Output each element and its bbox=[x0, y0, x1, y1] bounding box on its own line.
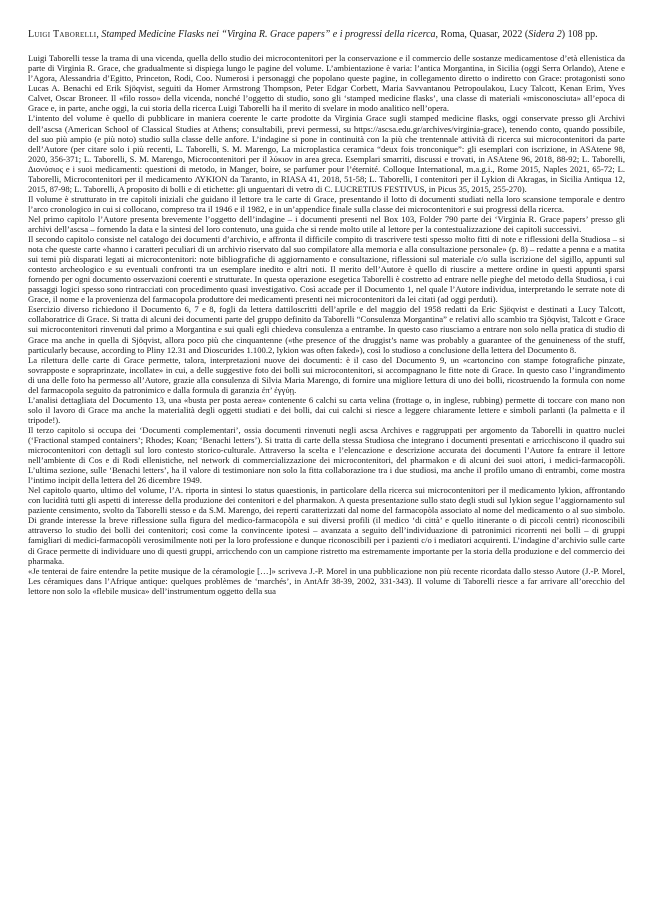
header-title: Stamped Medicine Flasks nei “Virgina R. Grace papers” e i progressi della ricerca bbox=[101, 29, 436, 40]
paragraph: Nel primo capitolo l’Autore presenta brevemente l’oggetto dell’indagine – i documenti presenti nel Box 103, Folder 790 parte dei ‘Virginia R. Grace papers’ presso gli archivi dell’ascsa – fornendo la data e la sintesi del loro contenuto, una guida che si rende molto utile al lettore per la contestualizzazione dei capitoli successivi. bbox=[28, 213, 625, 234]
header-pages: ) 108 pp. bbox=[561, 29, 598, 40]
paragraph: Luigi Taborelli tesse la trama di una vicenda, quella dello studio dei microcontenitori per la conservazione e il commercio delle sostanze medicamentose d’età ellenistica da parte di Virginia R. Grace, che gradualmente si dispiega lungo le pagine del volume. L’ambientazione è varia: l’antica Morgantina, in Sicilia (oggi Serra Orlando), Atene e l’Agora, Alessandria d’Egitto, Princeton, Rodi, Coo. Numerosi i personaggi che popolano queste pagine, in collegamento diretto o indiretto con Grace: protagonisti sono Lucas A. Benachi ed Erik Sjöqvist, seguiti da Homer Armstrong Thompson, Peter Edgar Corbett, Maria Savvantanou Petropoulakou, Lucy Talcott, Kenan Erim, Yves Calvet, Oscar Broneer. Il «filo rosso» della vicenda, nonché l’oggetto di studio, sono gli ‘stamped medicine flasks’, una classe di materiali «misconosciuta» all’epoca di Grace e, in parte, anche oggi, la cui storia della ricerca Luigi Taborelli ha il merito di svelare in modo analitico nell’opera. bbox=[28, 53, 625, 114]
paragraph: La rilettura delle carte di Grace permette, talora, interpretazioni nuove dei documenti: è il caso del Documento 9, un «cartoncino con stampe fotografiche pinzate, sovrapposte e sopraprinzate, incollate» in cui, a delle suggestive foto dei bolli sui microcontenitori, si accompagnano le fitte note di Grace. In questo caso l’ingrandimento di una delle foto ha permesso all’Autore, grazie alla consulenza di Silvia Maria Marengo, di fornire una migliore lettura di uno dei bolli, ricostruendo la formula con nome del farmacopola seguito da patronimico e dalla formula di garanzia ἐπ’ ἐγγύῃ. bbox=[28, 354, 625, 395]
header-publisher: , Roma, Quasar, 2022 ( bbox=[435, 29, 529, 40]
paragraph: Il terzo capitolo si occupa dei ‘Documenti complementari’, ossia documenti rinvenuti negli ascsa Archives e raggruppati per argomento da Taborelli in quattro nuclei (‘Fractional stamped containers’; Rhodes; Koan; ‘Benachi letters’). Si tratta di carte della stessa Studiosa che integrano i documenti presentati e arricchiscono il quadro sui microcontenitori con dettagli sul loro contesto storico-culturale. Attraverso la scelta e l’elencazione e descrizione accurata dei documenti l’Autore fa entrare il lettore nell’ambiente di Cos e di Rodi ellenistiche, nel network di commercializzazione dei microcontenitori, del pharmakon e di alcuni dei suoi attori, i medici-farmacopòli. L’ultima sezione, sulle ‘Benachi letters’, ha il valore di testimoniare non solo la fitta collaborazione tra i due studiosi, ma anche il profilo umano di entrambi, come mostra l’intimo incipit della lettera del 26 dicembre 1949. bbox=[28, 424, 625, 486]
paragraph: Il secondo capitolo consiste nel catalogo dei documenti d’archivio, e affronta il difficile compito di trascrivere testi spesso molto fitti di note e riflessioni della Studiosa – si nota che queste carte «hanno i caratteri peculiari di un archivio riservato dal suo compilatore alla memoria e alla consultazione personale» (p. 8) – redatte a penna e a matita sui temi più disparati legati ai microcontenitori: note bibliografiche di aggiornamento e consultazione, riflessioni sul materiale c/o sulla iscrizione del sigillo, appunti sul contesto archeologico e su eventuali confronti tra un esemplare inedito e altri noti. Il merito dell’Autore è quello di riuscire a mettere ordine in questi appunti sparsi fornendo per ogni documento osservazioni coerenti e strutturate. In questa operazione esegetica Taborelli è costretto ad entrare nelle pieghe del metodo della Studiosa, i cui passaggi logici spesso sono rintracciati con procedimento quasi investigativo. Così accade per il Documento 1, nel quale l’Autore individua, interpretando le serrate note di Grace, il nome e la provenienza del farmacopola produttore dei medicamenti presenti nei microcontenitori da lei citati (ad oggi perduti). bbox=[28, 234, 625, 305]
paragraph: Esercizio diverso richiedono il Documento 6, 7 e 8, fogli da lettera dattiloscritti dell’aprile e del maggio del 1958 redatti da Eric Sjöqvist e destinati a Lucy Talcott, collaboratrice di Grace. Si tratta di alcuni dei documenti parte del gruppo definito da Taborelli “Consulenza Morgantina” e relativi allo scambio tra Sjöqvist, Talcott e Grace sui microcontenitori rinvenuti dal primo a Morgantina e sui quali egli chiedeva consulenza a entrambe. In questo caso riusciamo a entrare non solo nella pratica di studio di Grace ma anche in quella di Sjöqvist, allora poco più che cinquantenne («the presence of the druggist’s name was probably a guarantee of the genuineness of the stuff, particularly because, according to Pliny 12.31 and Dioscurides 1.100.2, lykion was often faked»), così lo studioso a conclusione della lettera del Documento 8. bbox=[28, 304, 625, 355]
header-author: Luigi Taborelli bbox=[28, 29, 97, 40]
header-series: Sidera 2 bbox=[528, 29, 562, 40]
paragraph: L’analisi dettagliata del Documento 13, una «busta per posta aerea» contenente 6 calchi su carta velina (frottage o, in inglese, rubbing) permette di toccare con mano non solo il lavoro di Grace ma anche la materialità degli oggetti studiati e dei bolli, dai cui calchi si riesce a leggere chiaramente lettere e simboli parlanti (la palmetta e il tripode!). bbox=[28, 394, 625, 425]
paragraph: L’intento del volume è quello di pubblicare in maniera coerente le carte prodotte da Virginia Grace sugli stamped medicine flasks, oggi conservate presso gli Archivi dell’ascsa (American School of Classical Studies at Athens; consultabili, previ permessi, su https://ascsa.edu.gr/archives/virginia-grace), tenendo conto, quando possibile, del suo più ampio (e più noto) studio sulla classe delle anfore. L’indagine si pone in continuità con la più che trentennale attività di ricerca sui microcontenitori da parte dell’Autore (per citare solo i più recenti, L. Taborelli, S. M. Marengo, La microplastica ceramica “deux fois tronconique”: gli esemplari con iscrizione, in ASAtene 98, 2020, 356-371; L. Taborelli, S. M. Marengo, Microcontenitori per il λύκιον in area greca. Esemplari smarriti, discussi e trovati, in ASAtene 96, 2018, 88-92; L. Taborelli, Διονύσιος e i suoi medicamenti: questioni di metodo, in Manger, boire, se parfumer pour l’éternité. Colloque International, m.a.g.i., Rome 2015, Naples 2021, 65-72; L. Taborelli, Microcontenitori per il medicamento ΛΥΚΙΟΝ da Taranto, in RIASA 41, 2018, 51-58; L. Taborelli, I contenitori per il Lykion di Akragas, in Sicilia Antiqua 12, 2015, 87-98; L. Taborelli, A proposito di bolli e di etichette: gli unguentari di vetro di C. LUCRETIUS FESTIVUS, in Picus 35, 2015, 255-270). bbox=[28, 113, 625, 194]
review-header: Luigi Taborelli, Stamped Medicine Flasks nei “Virgina R. Grace papers” e i progressi della ricerca, Roma, Quasar, 2022 (Sidera 2) 108 pp. bbox=[28, 29, 598, 40]
paragraph: Nel capitolo quarto, ultimo del volume, l’A. riporta in sintesi lo status quaestionis, in particolare della ricerca sui microcontenitori per il medicamento lykion, affrontando con lucidità tutti gli aspetti di interesse della produzione dei contenitori e del pharmakon. A questa presentazione sullo stato degli studi sul lykion segue l’aggiornamento sul paziente censimento, svolto da Taborelli stesso e da S.M. Marengo, dei reperti caratterizzati dal nome del farmacopòla associato al nome del medicamento o al suo simbolo. Di grande interesse la breve riflessione sulla figura del medico-farmacopòla e sui diversi profili (il medico ‘di città’ e quello itinerante o di piccoli centri) riconoscibili attraverso lo studio dei bolli dei contenitori; così come la convincente ipotesi – avanzata a seguito dell’individuazione di patronimici ricorrenti nei bolli – di gruppi famigliari di medici-farmacopòli verosimilmente noti per la loro professione e dunque riconoscibili per i pazienti c/o i mediatori acquirenti. L’indagine d’archivio sulle carte di Grace permette di individuare uno di questi gruppi, arricchendo con un campione ristretto ma estremamente importante per la storia della produzione e del commercio dei pharmaka. bbox=[28, 485, 625, 566]
paragraph: «Je tenterai de faire entendre la petite musique de la céramologie […]» scriveva J.-P. Morel in una pubblicazione non più recente ricordata dallo stesso Autore (J.-P. Morel, Les céramiques dans l’Afrique antique: quelques problèmes de ‘marchés’, in AntAfr 38-39, 2002, 331-343). Il volume di Taborelli riesce a far arrivare all’orecchio del lettore non solo la «flebile musica» dell’instrumentum oggetto della sua bbox=[28, 565, 625, 596]
review-body bbox=[28, 53, 625, 596]
paragraph: Il volume è strutturato in tre capitoli iniziali che guidano il lettore tra le carte di Grace, presentando il lotto di documenti studiati nella loro scansione temporale e dentro l’arco cronologico in cui si collocano, compreso tra il 1946 e il 1982, e in un’appendice finale sulla classe dei microcontenitori e sui progressi della ricerca. bbox=[28, 193, 625, 214]
